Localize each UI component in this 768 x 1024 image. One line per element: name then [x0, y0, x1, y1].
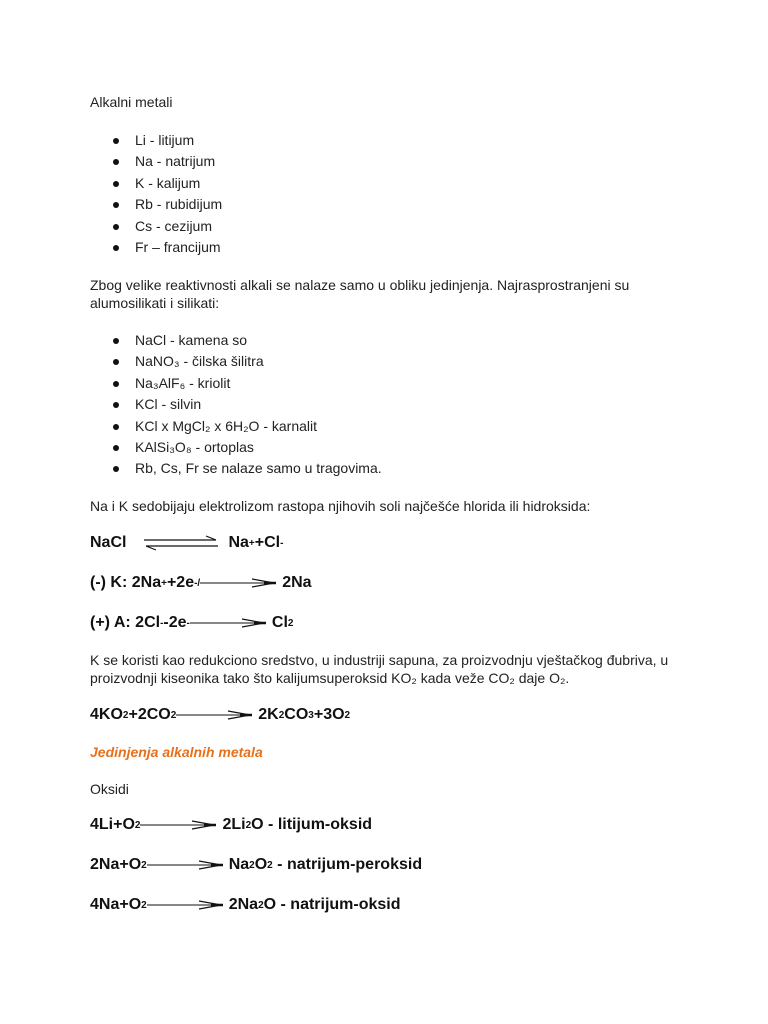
equation-na2o: 4Na+O 2 2Na 2 O - natrijum-oksid	[90, 896, 401, 913]
reaction-arrow-icon	[200, 577, 278, 589]
reaction-arrow-icon	[190, 617, 268, 629]
list-item: NaNO₃ - čilska šilitra	[90, 351, 382, 372]
compounds-list	[90, 330, 382, 480]
paragraph-electrolysis: Na i K sedobijaju elektrolizom rastopa njihovih soli najčešće hlorida ili hidroksida:	[90, 498, 591, 514]
equation-na2o2: 2Na+O 2 Na 2 O 2 - natrijum-peroksid	[90, 856, 423, 873]
list-item: KAlSi₃O₈ - ortoplas	[90, 437, 382, 458]
equilibrium-arrow-icon	[140, 535, 222, 551]
list-item: Fr – francijum	[90, 237, 222, 258]
paragraph-occurrence: Zbog velike reaktivnosti alkali se nalaze samo u obliku jedinjenja. Najrasprostranjeni su alumosilikati i silikati:	[90, 277, 630, 311]
equation-li2o: 4Li+O 2 2Li 2 O - litijum-oksid	[90, 816, 373, 833]
section-heading: Jedinjenja alkalnih metala	[90, 744, 263, 760]
equation-nacl: NaCl Na + +Cl -	[90, 534, 284, 551]
paragraph-uses: K se koristi kao redukciono sredstvo, u industriji sapuna, za proizvodnju vještačkog đubriva, u proizvodnji kiseonika tako što kalijumsuperoksid KO₂ kada veže CO₂ daje O₂.	[90, 652, 669, 686]
reaction-arrow-icon	[147, 899, 225, 911]
metals-list	[90, 130, 222, 258]
reaction-arrow-icon	[140, 819, 218, 831]
list-item: NaCl - kamena so	[90, 330, 382, 351]
reaction-arrow-icon	[176, 709, 254, 721]
list-item: KCl - silvin	[90, 394, 382, 415]
list-item: KCl x MgCl₂ x 6H₂O - karnalit	[90, 416, 382, 437]
list-item: Cs - cezijum	[90, 216, 222, 237]
list-item: Rb - rubidijum	[90, 194, 222, 215]
equation-cathode: (-) K: 2Na + +2e -/ 2Na	[90, 574, 312, 591]
document-title: Alkalni metali	[90, 94, 173, 110]
equation-ko2: 4KO 2 +2CO 2 2K 2 CO 3 +3O 2	[90, 706, 351, 723]
oxides-label: Oksidi	[90, 781, 129, 797]
list-item: Na₃AlF₆ - kriolit	[90, 373, 382, 394]
list-item: Na - natrijum	[90, 151, 222, 172]
list-item: K - kalijum	[90, 173, 222, 194]
reaction-arrow-icon	[147, 859, 225, 871]
list-item: Rb, Cs, Fr se nalaze samo u tragovima.	[90, 458, 382, 479]
equation-anode: (+) A: 2Cl - -2e - Cl 2	[90, 614, 294, 631]
list-item: Li - litijum	[90, 130, 222, 151]
